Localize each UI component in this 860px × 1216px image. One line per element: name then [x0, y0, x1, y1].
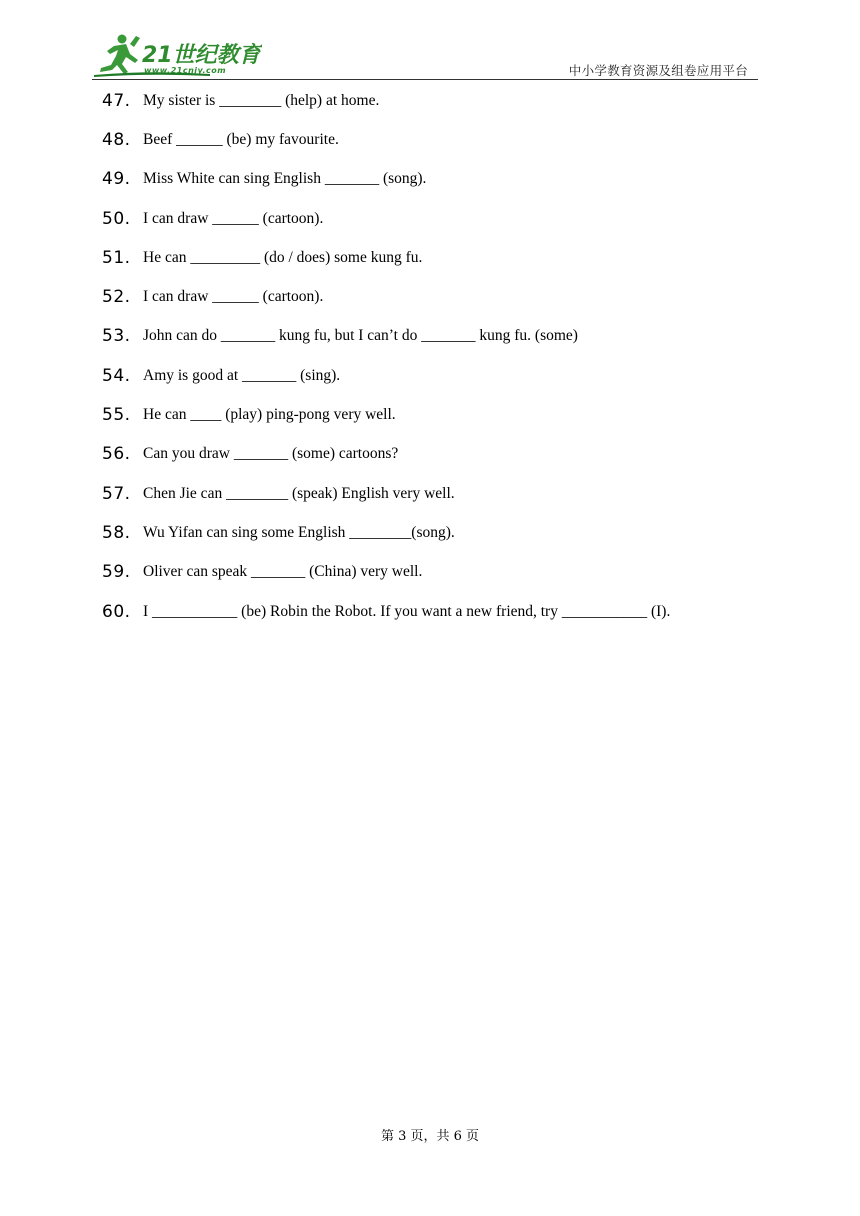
question-number: 54. — [102, 365, 131, 386]
page-header — [92, 30, 758, 82]
question-number: 50. — [102, 208, 131, 229]
question-text: He can _________ (do / does) some kung fu. — [143, 248, 423, 266]
question-text: Can you draw _______ (some) cartoons? — [143, 445, 399, 463]
question-number: 48. — [102, 129, 131, 150]
question-item — [102, 553, 762, 592]
question-number: 49. — [102, 169, 131, 190]
question-text: He can ____ (play) ping-pong very well. — [143, 406, 396, 424]
question-text: Wu Yifan can sing some English ________(song). — [143, 523, 455, 541]
question-text: Amy is good at _______ (sing). — [143, 366, 341, 384]
question-item — [102, 474, 762, 513]
question-number: 57. — [102, 483, 131, 504]
logo-21cnjy — [92, 30, 262, 80]
header-rule — [92, 79, 758, 80]
question-number: 60. — [102, 601, 131, 622]
question-number: 55. — [102, 405, 131, 426]
question-item — [102, 238, 762, 277]
question-number: 53. — [102, 326, 131, 347]
question-text: John can do _______ kung fu, but I can’t do _______ kung fu. (some) — [143, 327, 578, 345]
question-text: I ___________ (be) Robin the Robot. If you want a new friend, try ___________ (I). — [143, 602, 671, 620]
question-item — [102, 199, 762, 238]
question-text: Miss White can sing English _______ (song). — [143, 170, 427, 188]
question-number: 47. — [102, 90, 131, 111]
question-number: 51. — [102, 247, 131, 268]
platform-title: 中小学教育资源及组卷应用平台 — [568, 63, 748, 78]
question-item — [102, 592, 762, 631]
question-item — [102, 395, 762, 434]
question-item — [102, 435, 762, 474]
question-text: I can draw ______ (cartoon). — [143, 209, 324, 227]
question-number: 59. — [102, 562, 131, 583]
question-item — [102, 356, 762, 395]
question-text: I can draw ______ (cartoon). — [143, 288, 324, 306]
question-text: My sister is ________ (help) at home. — [143, 91, 380, 109]
question-item — [102, 317, 762, 356]
question-text: Oliver can speak _______ (China) very well. — [143, 563, 423, 581]
page-footer: 第 3 页，共 6 页 — [380, 1129, 480, 1144]
question-item — [102, 120, 762, 159]
question-item — [102, 513, 762, 552]
question-number: 52. — [102, 287, 131, 308]
question-item — [102, 160, 762, 199]
question-number: 56. — [102, 444, 131, 465]
svg-text:www.21cnjy.com: www.21cnjy.com — [144, 66, 227, 75]
question-text: Chen Jie can ________ (speak) English very well. — [143, 484, 455, 502]
question-item — [102, 81, 762, 120]
question-list — [102, 81, 762, 631]
question-text: Beef ______ (be) my favourite. — [143, 130, 339, 148]
question-item — [102, 277, 762, 316]
svg-text:21世纪教育: 21世纪教育 — [142, 43, 261, 68]
question-number: 58. — [102, 522, 131, 543]
